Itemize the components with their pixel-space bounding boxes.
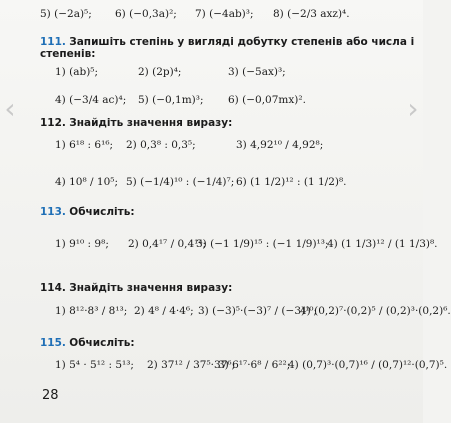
- task-115-item-4: 4) (0,7)³·(0,7)¹⁶ / (0,7)¹²·(0,7)⁵.: [288, 359, 448, 371]
- task-114-title: 114. Знайдіть значення виразу:: [40, 282, 233, 294]
- task-115-item-1: 1) 5⁴ · 5¹² : 5¹³;: [55, 359, 134, 371]
- task-112-item-5: 5) (−1/4)¹⁰ : (−1/4)⁷;: [126, 176, 235, 188]
- task-111-title: 111. Запишіть степінь у вигляді добутку степенів або числа і: [40, 36, 415, 48]
- task-111-item-4: 4) (−3/4 ac)⁴;: [55, 94, 127, 106]
- next-page-arrow-icon[interactable]: ›: [407, 92, 419, 125]
- task-115-item-3: 3) 6¹⁷·6⁸ / 6²²;: [218, 359, 291, 371]
- task-111-item-1: 1) (ab)⁵;: [55, 66, 99, 78]
- task-112-title: 112. Знайдіть значення виразу:: [40, 117, 233, 129]
- task-112-item-3: 3) 4,92¹⁰ / 4,92⁸;: [236, 139, 324, 151]
- task-114-item-2: 2) 4⁸ / 4·4⁶;: [134, 305, 194, 317]
- task-114-item-1: 1) 8¹²·8³ / 8¹³;: [55, 305, 128, 317]
- task-111-title-cont: степенів:: [40, 48, 96, 60]
- top-item-7: 7) (−4ab)³;: [195, 8, 254, 20]
- top-item-8: 8) (−2/3 axz)⁴.: [273, 8, 350, 20]
- top-item-5: 5) (−2a)⁵;: [40, 8, 92, 20]
- task-113-item-2: 2) 0,4¹⁷ / 0,4¹⁴;: [128, 238, 207, 250]
- task-114-item-3: 3) (−3)⁵·(−3)⁷ / (−3)¹⁰;: [198, 305, 318, 317]
- page-number: 28: [42, 388, 59, 403]
- task-115-title: 115. Обчисліть:: [40, 337, 135, 349]
- task-113-item-4: 4) (1 1/3)¹² / (1 1/3)⁸.: [327, 238, 438, 250]
- task-113-title: 113. Обчисліть:: [40, 206, 135, 218]
- task-112-item-4: 4) 10⁸ / 10⁵;: [55, 176, 119, 188]
- task-111-item-3: 3) (−5ax)³;: [228, 66, 286, 78]
- task-113-item-3: 3) (−1 1/9)¹⁵ : (−1 1/9)¹³;: [196, 238, 329, 250]
- task-112-item-6: 6) (1 1/2)¹² : (1 1/2)⁸.: [236, 176, 347, 188]
- task-111-item-6: 6) (−0,07mx)².: [228, 94, 306, 106]
- task-111-item-2: 2) (2p)⁴;: [138, 66, 182, 78]
- task-113-item-1: 1) 9¹⁰ : 9⁸;: [55, 238, 109, 250]
- task-115-item-2: 2) 37¹² / 37⁵·37⁶;: [147, 359, 236, 371]
- previous-page-arrow-icon[interactable]: ‹: [4, 92, 16, 125]
- top-item-6: 6) (−0,3a)²;: [115, 8, 177, 20]
- task-111-item-5: 5) (−0,1m)³;: [138, 94, 204, 106]
- task-114-item-4: 4) (0,2)⁷·(0,2)⁵ / (0,2)³·(0,2)⁶.: [300, 305, 451, 317]
- task-112-item-1: 1) 6¹⁸ : 6¹⁶;: [55, 139, 114, 151]
- task-112-item-2: 2) 0,3⁸ : 0,3⁵;: [126, 139, 196, 151]
